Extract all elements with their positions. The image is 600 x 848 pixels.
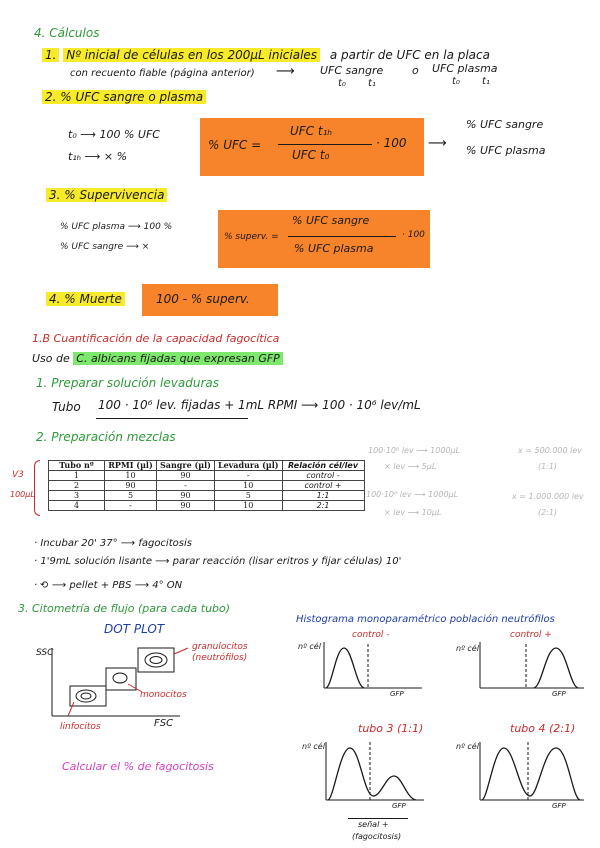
cell: 3: [49, 491, 105, 501]
step3-line-a: % UFC plasma ⟶ 100 %: [60, 222, 173, 232]
th-rpmi: RPMI (µl): [105, 461, 157, 471]
step3-denominator: % UFC plasma: [294, 242, 374, 255]
tubo-formula: 100 · 10⁶ lev. fijadas + 1mL RPMI ⟶ 100 · 10⁶ lev/mL: [98, 398, 421, 412]
hist-xlabel: GFP: [552, 690, 566, 698]
step2-formula-box: [200, 118, 424, 176]
bullet-2: · 1'9mL solución lisante ⟶ parar reacción (lisar eritros y fijar células) 10': [34, 556, 402, 567]
hist-title: tubo 4 (2:1): [510, 722, 576, 735]
cell: 4: [49, 501, 105, 511]
linfocitos-core: [81, 693, 91, 699]
step2-numerator: UFC t₁ₕ: [290, 124, 333, 138]
step1-line1: [42, 48, 490, 62]
step2-fraction-bar: [278, 144, 372, 145]
gray-r1c: x = 500.000 lev: [518, 446, 583, 455]
step3-numerator: % UFC sangre: [292, 214, 370, 227]
uso-line: [32, 352, 283, 365]
hist-plot: [322, 640, 426, 690]
step1-highlight: Nº inicial de células en los 200µL iniciales: [63, 48, 320, 62]
step2b-title: 2. Preparación mezclas: [36, 430, 176, 444]
cell: 90: [157, 471, 215, 481]
step3-fraction-bar: [288, 236, 396, 237]
cell: -: [214, 471, 282, 481]
hist-ylabel: nº cél: [302, 742, 325, 751]
step1-t0b: t₀: [452, 76, 460, 87]
ssc-label: SSC: [36, 648, 54, 658]
hist-ylabel: nº cél: [456, 742, 479, 751]
hist-ylabel: nº cél: [298, 642, 321, 651]
hist-ylabel: nº cél: [456, 644, 479, 653]
step1-t1b: t₁: [482, 76, 490, 87]
hist-tubo3: [298, 720, 428, 816]
histo-title: Histograma monoparamétrico población neutrófilos: [296, 614, 555, 625]
step2-out2: % UFC plasma: [466, 144, 546, 157]
hist-plot: [478, 640, 588, 690]
cell: 10: [105, 471, 157, 481]
gray-r2d: (2:1): [538, 508, 558, 517]
fsc-label: FSC: [154, 718, 174, 729]
cell: 2: [49, 481, 105, 491]
cell: 10: [214, 501, 282, 511]
side-note-v3: V3: [12, 470, 24, 480]
table-header-row: [49, 461, 365, 471]
granulocitos-gate: [138, 648, 174, 672]
hist-curve: [534, 648, 578, 688]
th-levadura: Levadura (µl): [214, 461, 282, 471]
step3-formula-left: % superv. =: [224, 232, 279, 242]
cell: 5: [105, 491, 157, 501]
table-row: [49, 471, 365, 481]
step1-ufc-sangre: UFC sangre: [320, 64, 384, 77]
step2-label: 2. % UFC sangre o plasma: [42, 90, 206, 104]
gray-r2b: × lev ⟶ 10µL: [384, 508, 442, 517]
uso-highlight: C. albicans fijadas que expresan GFP: [73, 352, 283, 365]
senal-label: señal +: [358, 820, 389, 829]
step3-label: 3. % Supervivencia: [46, 188, 167, 202]
side-note-100ul: 100µL: [10, 490, 35, 499]
hist-control-neg: [298, 628, 428, 708]
hist-curve: [326, 648, 364, 688]
linfocitos-label: linfocitos: [60, 722, 101, 732]
step4-label: 4. % Muerte: [46, 292, 125, 306]
linfocitos-pointer: [68, 702, 74, 716]
step2-formula-left: % UFC =: [208, 138, 262, 152]
bullet-1: · Incubar 20' 37° ⟶ fagocitosis: [34, 538, 192, 549]
step1-ufc-plasma: UFC plasma: [432, 62, 498, 75]
tubo-underline: [96, 418, 248, 419]
gray-r2a: 100·10⁶ lev ⟶ 1000µL: [366, 490, 459, 499]
monocitos-cluster: [113, 673, 127, 683]
section1b-heading: 1.B Cuantificación de la capacidad fagocítica: [32, 332, 280, 345]
step2-times: · 100: [376, 136, 407, 150]
hist-xlabel: GFP: [390, 690, 404, 698]
mix-table-wrap: [48, 460, 365, 511]
hist-title: control +: [510, 630, 552, 640]
step1b-title: 1. Preparar solución levaduras: [36, 376, 219, 390]
cell: 10: [214, 481, 282, 491]
hist-curve: [482, 748, 580, 800]
step3-times: · 100: [402, 230, 425, 240]
step1-line2: con recuento fiable (página anterior): [70, 68, 255, 79]
table-row: [49, 481, 365, 491]
gray-r1b: × lev ⟶ 5µL: [384, 462, 437, 471]
cell: 90: [105, 481, 157, 491]
gray-r2c: x = 1.000.000 lev: [512, 492, 584, 501]
hist-title: tubo 3 (1:1): [358, 722, 424, 735]
calc-fagocitosis: Calcular el % de fagocitosis: [62, 760, 214, 773]
hist-plot: [478, 740, 588, 802]
dotplot-title: DOT PLOT: [104, 622, 165, 636]
section4-heading: 4. Cálculos: [34, 26, 100, 40]
table-row: [49, 491, 365, 501]
cell: control +: [282, 481, 364, 491]
section3-heading: 3. Citometría de flujo (para cada tubo): [18, 602, 231, 615]
th-tubo: Tubo nº: [49, 461, 105, 471]
cell: 1: [49, 471, 105, 481]
cell: 90: [157, 501, 215, 511]
granulocitos-label: granulocitos (neutrófilos): [192, 642, 248, 663]
step2-line-a: t₀ ⟶ 100 % UFC: [68, 128, 160, 141]
step2-line-b: t₁ₕ ⟶ × %: [68, 150, 128, 163]
linfocitos-cluster: [76, 690, 96, 702]
step1-t0: t₀: [338, 78, 346, 89]
step3-formula-box: [218, 210, 430, 268]
cell: -: [105, 501, 157, 511]
step2-denominator: UFC t₀: [292, 148, 330, 162]
step1-o: o: [412, 64, 419, 77]
hist-tubo4: [452, 720, 592, 816]
cell: 2:1: [282, 501, 364, 511]
gray-r1d: (1:1): [538, 462, 558, 471]
cell: control -: [282, 471, 364, 481]
senal-label-2: (fagocitosis): [352, 832, 402, 841]
linfocitos-gate: [70, 686, 106, 706]
step1-t1: t₁: [368, 78, 376, 89]
step2-out1: % UFC sangre: [466, 118, 544, 131]
cell: -: [157, 481, 215, 491]
hist-xlabel: GFP: [552, 802, 566, 810]
hist-plot: [324, 740, 428, 802]
gray-r1a: 100·10⁶ lev ⟶ 1000µL: [368, 446, 461, 455]
granulocitos-pointer: [174, 648, 188, 654]
cell: 1:1: [282, 491, 364, 501]
hist-control-pos: [452, 628, 592, 708]
hist-xlabel: GFP: [392, 802, 406, 810]
step1-num: 1.: [42, 48, 59, 62]
table-row: [49, 501, 365, 511]
mix-table: [48, 460, 365, 511]
bullet-3: · ⟲ ⟶ pellet + PBS ⟶ 4° ON: [34, 580, 183, 591]
step2-arrow: ⟶: [428, 136, 447, 151]
brace-icon: [34, 460, 40, 516]
senal-bracket: [348, 818, 408, 819]
tubo-label: Tubo: [52, 400, 81, 414]
step1-arrow: ⟶: [276, 64, 295, 79]
step4-formula: 100 - % superv.: [142, 284, 278, 316]
step1-rest: a partir de UFC en la placa: [329, 48, 490, 62]
cell: 90: [157, 491, 215, 501]
cell: 5: [214, 491, 282, 501]
step3-line-b: % UFC sangre ⟶ ×: [60, 242, 150, 252]
granulocitos-cluster: [145, 653, 167, 667]
th-sangre: Sangre (µl): [157, 461, 215, 471]
hist-curve: [328, 748, 416, 800]
hist-title: control -: [352, 630, 390, 640]
uso-prefix: Uso de: [32, 352, 70, 365]
th-relacion: Relación cél/lev: [282, 461, 364, 471]
monocitos-label: monocitos: [140, 690, 187, 700]
granulocitos-core: [150, 657, 162, 664]
monocitos-gate: [106, 668, 136, 690]
